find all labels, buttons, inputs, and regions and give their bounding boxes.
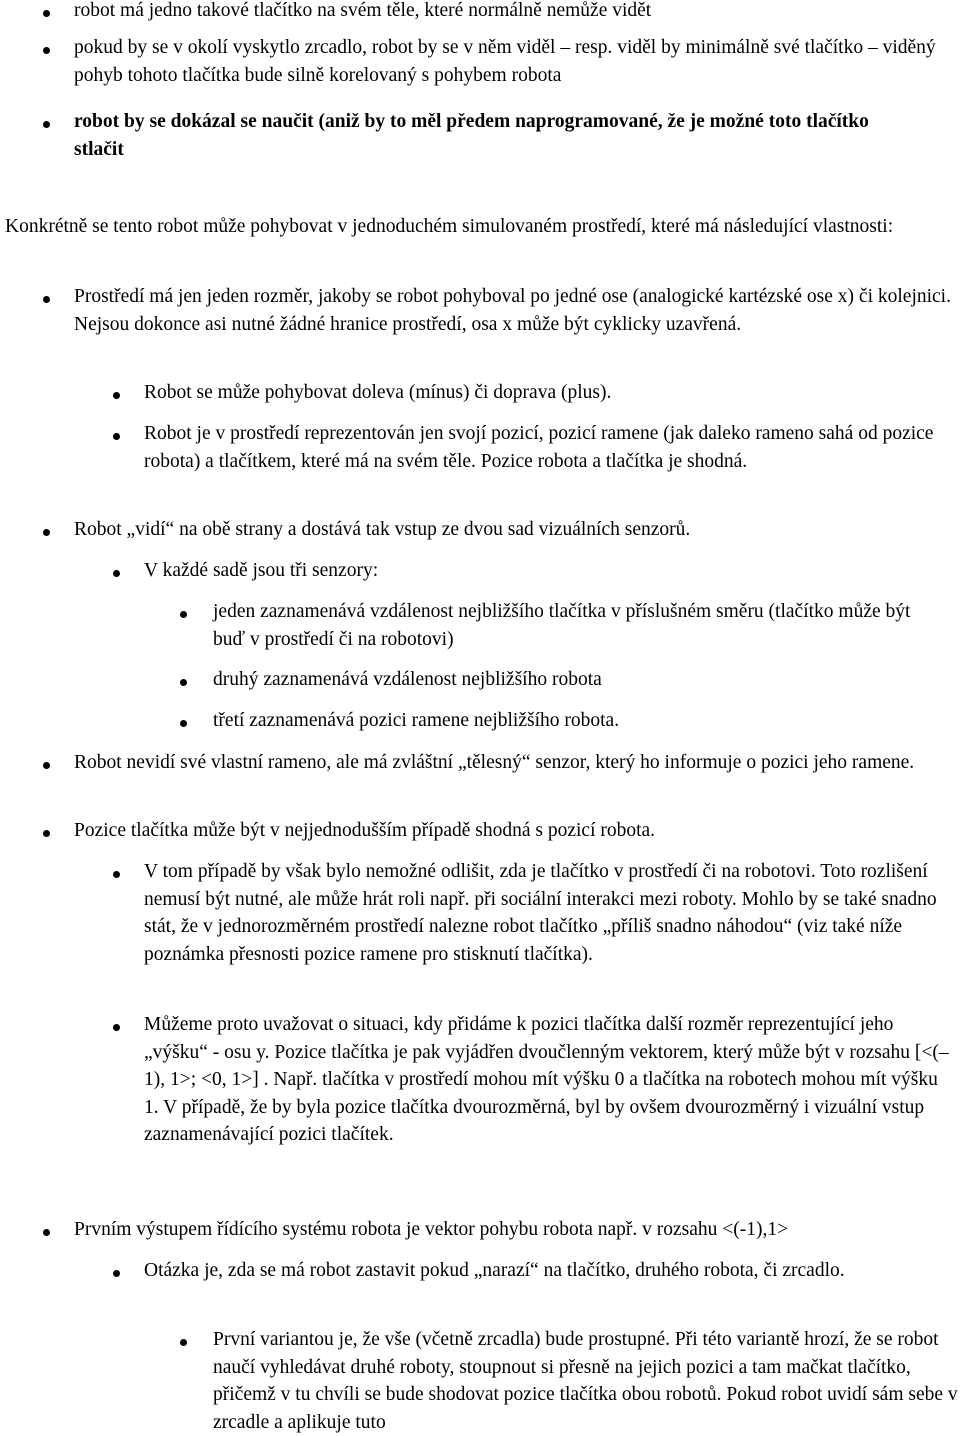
list-item: jeden zaznamenává vzdálenost nejbližšího tlačítka v příslušném směru (tlačítko může být buď v prostředí či na robotovi): [213, 601, 911, 650]
list-item: robot by se dokázal se naučit (aniž by to měl předem naprogramované, že je možné toto tlačítko stlačit: [74, 111, 869, 160]
bullet-icon: [43, 529, 50, 536]
list-item: Robot se může pohybovat doleva (mínus) či doprava (plus).: [144, 382, 612, 403]
bullet-icon: [43, 296, 50, 303]
list-item: Otázka je, zda se má robot zastavit pokud „narazí“ na tlačítko, druhého robota, či zrcadlo.: [144, 1260, 845, 1281]
bullet-icon: [113, 433, 120, 440]
list-item: robot má jedno takové tlačítko na svém těle, které normálně nemůže vidět: [74, 0, 652, 21]
bullet-icon: [43, 830, 50, 837]
bullet-icon: [113, 1024, 120, 1031]
bullet-icon: [43, 762, 50, 769]
list-item: První variantou je, že vše (včetně zrcadla) bude prostupné. Při této variantě hrozí, že se robot naučí vyhledávat druhé roboty, stoupnout si přesně na jejich pozici a tam mačkat tlačítko, přičemž v tu chvíli se bude shodovat pozice tlačítka obou robotů. Pokud robot uvidí sám sebe v zrcadle a aplikuje tuto: [213, 1329, 958, 1433]
bullet-icon: [180, 1339, 187, 1346]
bullet-icon: [180, 679, 187, 686]
list-item: Robot nevidí své vlastní rameno, ale má zvláštní „tělesný“ senzor, který ho informuje o pozici jeho ramene.: [74, 752, 915, 773]
list-item: Můžeme proto uvažovat o situaci, kdy přidáme k pozici tlačítka další rozměr reprezentující jeho „výšku“ - osu y. Pozice tlačítka je pak vyjádřen dvoučlenným vektorem, který může být v rozsahu [<(– 1), 1>; <0, 1>] . Např. tlačítka v prostředí mohou mít výšku 0 a tlačítka na robotech mohou mít výšku 1. V případě, že by byla pozice tlačítka dvourozměrná, byl by ovšem dvourozměrný i vizuální vstup zaznamenávající pozici tlačítek.: [144, 1014, 949, 1145]
list-item: V tom případě by však bylo nemožné odlišit, zda je tlačítko v prostředí či na robotovi. Toto rozlišení nemusí být nutné, ale může hrát roli např. při sociální interakci mezi roboty. Mohlo by se také snadno stát, že v jednorozměrném prostředí nalezne robot tlačítko „příliš snadno náhodou“ (viz také níže poznámka přesnosti pozice ramene pro stisknutí tlačítka).: [144, 861, 937, 965]
paragraph: Konkrétně se tento robot může pohybovat v jednoduchém simulovaném prostředí, které má následující vlastnosti:: [5, 216, 894, 237]
bullet-icon: [113, 1270, 120, 1277]
bullet-icon: [43, 1229, 50, 1236]
bullet-icon: [113, 392, 120, 399]
bullet-icon: [180, 720, 187, 727]
list-item: Prostředí má jen jeden rozměr, jakoby se robot pohyboval po jedné ose (analogické kartézské ose x) či kolejnici. Nejsou dokonce asi nutné žádné hranice prostředí, osa x může být cyklicky uzavřená.: [74, 286, 951, 335]
bullet-icon: [180, 611, 187, 618]
bullet-icon: [113, 871, 120, 878]
bullet-icon: [43, 47, 50, 54]
bullet-icon: [113, 570, 120, 577]
list-item: třetí zaznamenává pozici ramene nejbližšího robota.: [213, 710, 620, 731]
bullet-icon: [43, 10, 50, 17]
bullet-icon: [43, 121, 50, 128]
list-item: druhý zaznamenává vzdálenost nejbližšího robota: [213, 669, 602, 690]
list-item: Pozice tlačítka může být v nejjednodušším případě shodná s pozicí robota.: [74, 820, 656, 841]
list-item: pokud by se v okolí vyskytlo zrcadlo, robot by se v něm viděl – resp. viděl by minimálně své tlačítko – viděný pohyb tohoto tlačítka bude silně korelovaný s pohybem robota: [74, 37, 936, 86]
list-item: V každé sadě jsou tři senzory:: [144, 560, 379, 581]
list-item: Robot „vidí“ na obě strany a dostává tak vstup ze dvou sad vizuálních senzorů.: [74, 519, 691, 540]
list-item: Robot je v prostředí reprezentován jen svojí pozicí, pozicí ramene (jak daleko rameno sahá od pozice robota) a tlačítkem, které má na svém těle. Pozice robota a tlačítka je shodná.: [144, 423, 934, 472]
list-item: Prvním výstupem řídícího systému robota je vektor pohybu robota např. v rozsahu <(-1),1>: [74, 1219, 789, 1240]
